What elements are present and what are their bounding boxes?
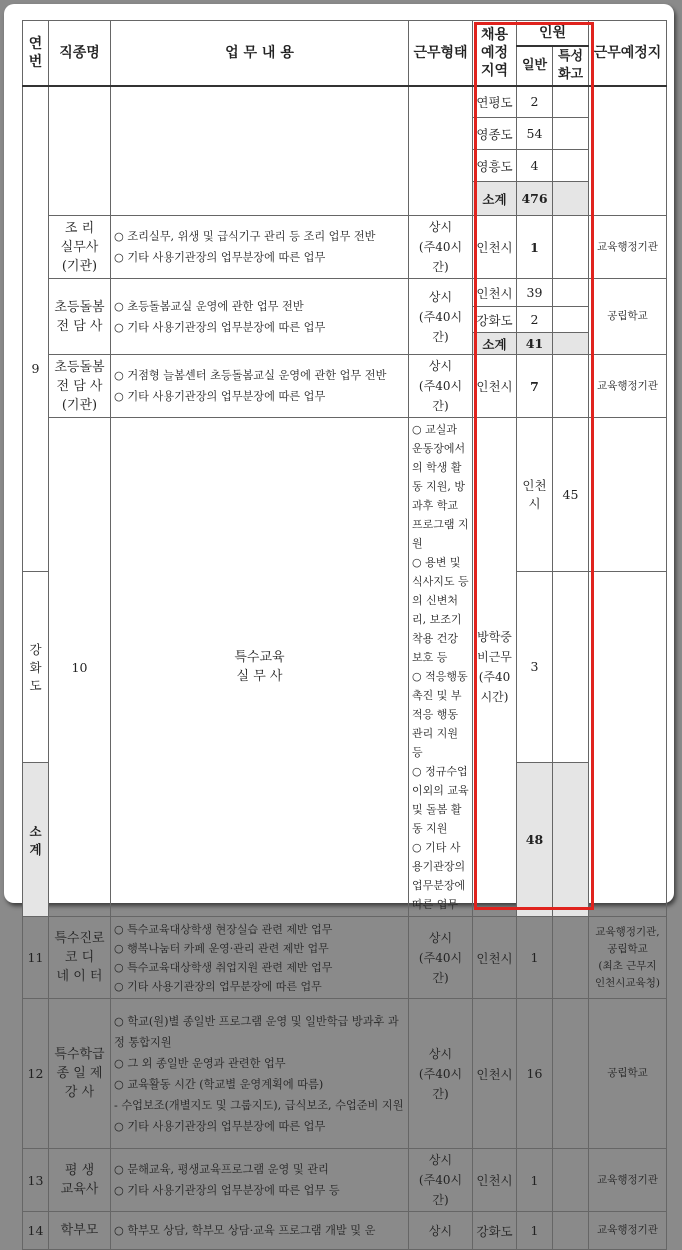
location: 교육행정기관 [589,216,667,279]
location: 공립학교 [589,279,667,355]
job-name: 초등돌봄 전 담 사 (기관) [49,355,111,418]
location [589,86,667,216]
region: 인천시 [517,418,553,572]
job-name: 특수진로 코 디 네 이 터 [49,917,111,999]
row-no: 12 [23,999,49,1149]
special-count [589,418,667,572]
region: 강화도 [23,571,49,763]
header-region: 채용예정지역 [473,21,517,86]
general-count: 2 [517,307,553,333]
work-type: 상시 [409,1212,473,1250]
duties: ○ 학교(원)별 종일반 프로그램 운영 및 일반학급 방과후 과정 통합지원 ○ 그 외 종일반 운영과 관련한 업무 ○ 교육활동 시간 (학교별 운영계획에 따름) - 수업보조(개별지도 및 그룹지도), 급식보조, 수업준비 지원 ○ 기타 사용기관장의 업무분장에 따른 업무 [111,999,409,1149]
region: 인천시 [473,355,517,418]
work-type: 상시 (주40시간) [409,917,473,999]
region: 연평도 [473,86,517,118]
region: 강화도 [473,1212,517,1250]
special-count [553,1149,589,1212]
job-name [49,86,111,216]
region: 인천시 [473,279,517,307]
special-count [553,86,589,118]
general-count: 1 [517,917,553,999]
region: 인천시 [473,917,517,999]
header-duties: 업 무 내 용 [111,21,409,86]
header-no: 연번 [23,21,49,86]
work-type: 상시 (주40시간) [409,1149,473,1212]
general-count: 1 [517,1149,553,1212]
special-count [553,279,589,307]
header-work-type: 근무형태 [409,21,473,86]
region: 영종도 [473,118,517,150]
row-no: 14 [23,1212,49,1250]
work-type: 상시 (주40시간) [409,216,473,279]
region: 강화도 [473,307,517,333]
general-count: 4 [517,150,553,182]
row-no: 9 [23,86,49,572]
region: 인천시 [473,216,517,279]
header-job: 직종명 [49,21,111,86]
subtotal-label: 소계 [23,763,49,917]
special-count [553,307,589,333]
subtotal-count: 476 [517,182,553,216]
location: 공립학교 [589,999,667,1149]
location: 교육행정기관, 공립학교 (최초 근무지 인천시교육청) [589,917,667,999]
row-no: 10 [49,418,111,917]
duties [111,86,409,216]
general-count: 1 [517,216,553,279]
general-count: 39 [517,279,553,307]
subtotal-label: 소계 [473,182,517,216]
row-no: 11 [23,917,49,999]
subtotal-count: 41 [517,333,553,355]
header-staff: 인원 [517,21,589,46]
general-count: 1 [517,1212,553,1250]
job-name: 학부모 [49,1212,111,1250]
subtotal-label: 소계 [473,333,517,355]
general-count: 3 [517,571,553,763]
special-count [553,118,589,150]
duties: ○ 문해교육, 평생교육프로그램 운영 및 관리 ○ 기타 사용기관장의 업무분장에 따른 업무 등 [111,1149,409,1212]
region: 인천시 [473,1149,517,1212]
duties: ○ 교실과 운동장에서의 학생 활동 지원, 방과후 학교 프로그램 지원 ○ 용변 및 식사지도 등의 신변처리, 보조기 착용 건강 보호 등 ○ 적응행동 촉진 및 부적응 행동 관리 지원 등 ○ 정규수업 이외의 교육 및 돌봄 활동 지원 ○ 기타 사용기관장의 업무분장에 따른 업무 [409,418,473,917]
duties: ○ 거점형 늘봄센터 초등돌봄교실 운영에 관한 업무 전반 ○ 기타 사용기관장의 업무분장에 따른 업무 [111,355,409,418]
special-count [553,917,589,999]
header-location: 근무예정지 [589,21,667,86]
job-name: 조 리 실무사 (기관) [49,216,111,279]
job-name: 평 생 교육사 [49,1149,111,1212]
special-count [553,150,589,182]
job-name: 특수교육 실 무 사 [111,418,409,917]
duties: ○ 초등돌봄교실 운영에 관한 업무 전반 ○ 기타 사용기관장의 업무분장에 따른 업무 [111,279,409,355]
work-type: 상시 (주40시간) [409,355,473,418]
job-name: 특수학급 종 일 제 강 사 [49,999,111,1149]
location: 교육행정기관 [589,1212,667,1250]
region: 인천시 [473,999,517,1149]
special-count [553,333,589,355]
general-count: 16 [517,999,553,1149]
general-count: 45 [553,418,589,572]
header-general: 일반 [517,46,553,86]
document-page [4,4,674,1239]
special-count [553,999,589,1149]
location: 교육행정기관 [589,1149,667,1212]
subtotal-count: 48 [517,763,553,917]
region: 영흥도 [473,150,517,182]
job-name: 초등돌봄 전 담 사 [49,279,111,355]
duties: ○ 조리실무, 위생 및 급식기구 관리 등 조리 업무 전반 ○ 기타 사용기관장의 업무분장에 따른 업무 [111,216,409,279]
row-no: 13 [23,1149,49,1212]
general-count: 54 [517,118,553,150]
special-count [553,216,589,279]
general-count: 2 [517,86,553,118]
work-type: 방학중 비근무 (주40시간) [473,418,517,917]
special-count [553,182,589,216]
special-count [553,571,589,763]
header-special: 특성화고 [553,46,589,86]
general-count: 7 [517,355,553,418]
special-count [553,1212,589,1250]
work-type: 상시 (주40시간) [409,999,473,1149]
duties: ○ 학부모 상담, 학부모 상담·교육 프로그램 개발 및 운 [111,1212,409,1250]
work-type: 상시 (주40시간) [409,279,473,355]
work-type [409,86,473,216]
special-count [553,763,589,917]
job-table [22,20,667,1250]
special-count [553,355,589,418]
duties: ○ 특수교육대상학생 현장실습 관련 제반 업무 ○ 행복나눔터 카페 운영·관리 관련 제반 업무 ○ 특수교육대상학생 취업지원 관련 제반 업무 ○ 기타 사용기관장의 업무분장에 따른 업무 [111,917,409,999]
location: 교육행정기관 [589,355,667,418]
